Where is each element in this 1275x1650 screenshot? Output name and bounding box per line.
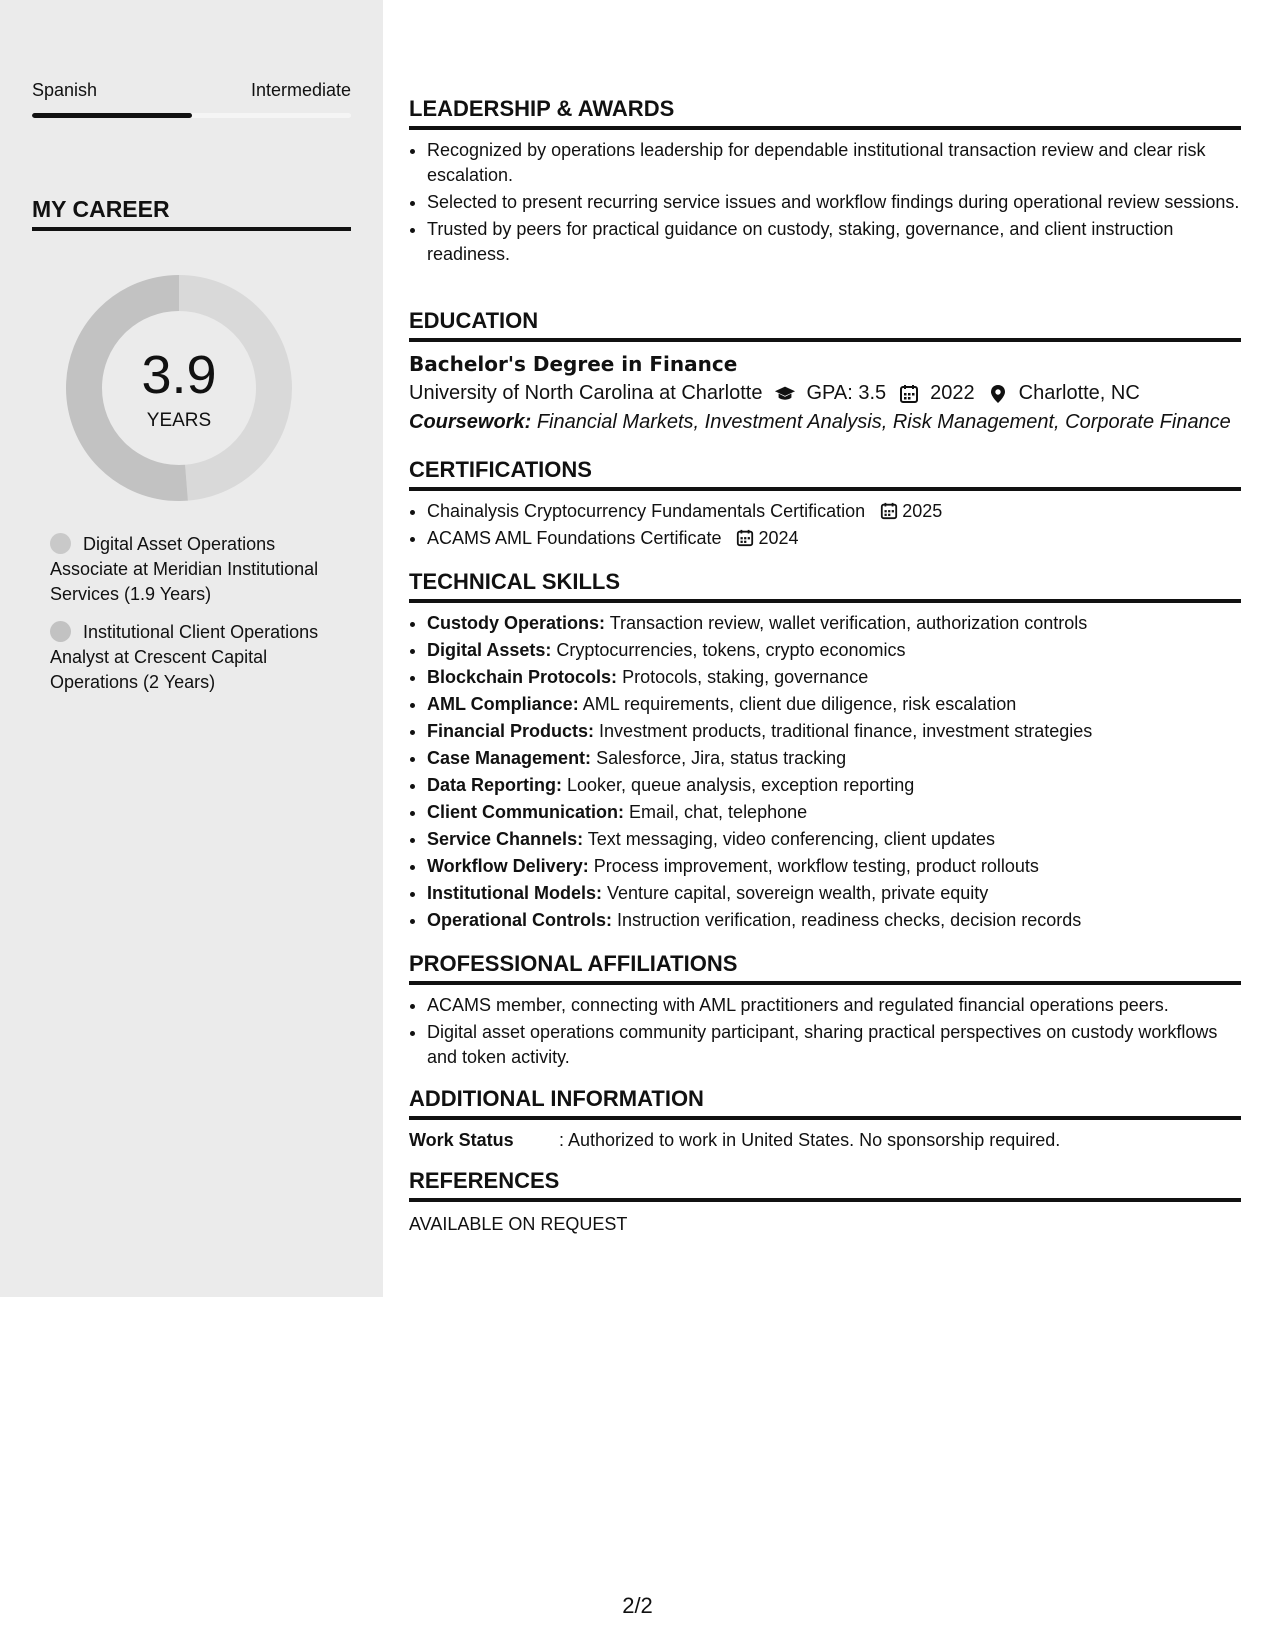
leadership-list bbox=[409, 138, 1241, 267]
skill-label: Operational Controls: bbox=[427, 910, 613, 930]
skill-item bbox=[427, 692, 1241, 717]
skill-value: Instruction verification, readiness checks, decision records bbox=[617, 910, 1082, 930]
skill-item bbox=[427, 611, 1241, 636]
section-title: REFERENCES bbox=[409, 1168, 1241, 1202]
skill-item bbox=[427, 746, 1241, 771]
career-item-text: Institutional Client Operations Analyst at Crescent Capital Operations (2 Years) bbox=[50, 622, 319, 692]
section-title: EDUCATION bbox=[409, 308, 1241, 342]
skill-item bbox=[427, 773, 1241, 798]
language-proficiency-fill bbox=[32, 113, 192, 118]
skills-section bbox=[409, 569, 1241, 935]
skill-label: Service Channels: bbox=[427, 829, 584, 849]
skill-value: Salesforce, Jira, status tracking bbox=[596, 748, 847, 768]
skill-item bbox=[427, 908, 1241, 933]
skill-item bbox=[427, 719, 1241, 744]
sidebar bbox=[0, 0, 383, 1297]
work-status-label: Work Status bbox=[409, 1130, 514, 1150]
skill-label: Case Management: bbox=[427, 748, 592, 768]
skill-item bbox=[427, 665, 1241, 690]
skill-value: Text messaging, video conferencing, client updates bbox=[587, 829, 996, 849]
language-level: Intermediate bbox=[250, 80, 351, 100]
affiliations-list bbox=[409, 993, 1241, 1070]
list-item bbox=[427, 526, 1241, 551]
calendar-icon bbox=[736, 529, 754, 547]
certification-year: 2025 bbox=[902, 501, 943, 521]
skill-label: Financial Products: bbox=[427, 721, 595, 741]
certifications-section bbox=[409, 457, 1241, 553]
coursework-text: Financial Markets, Investment Analysis, Risk Management, Corporate Finance bbox=[536, 411, 1231, 433]
skill-label: Client Communication: bbox=[427, 802, 624, 822]
certification-name: ACAMS AML Foundations Certificate bbox=[427, 528, 722, 548]
skill-value: Transaction review, wallet verification, authorization controls bbox=[609, 613, 1088, 633]
career-item bbox=[50, 532, 350, 607]
career-item bbox=[50, 620, 350, 695]
certification-name: Chainalysis Cryptocurrency Fundamentals Certification bbox=[427, 501, 866, 521]
skill-value: Email, chat, telephone bbox=[629, 802, 808, 822]
skill-value: Looker, queue analysis, exception reporting bbox=[567, 775, 915, 795]
education-details bbox=[409, 382, 1241, 405]
list-item: • Recognized by operations leadership for dependable institutional transaction review and clear risk escalation. bbox=[427, 138, 1241, 188]
section-title: CERTIFICATIONS bbox=[409, 457, 1241, 491]
list-item: • Selected to present recurring service issues and workflow findings during operational review sessions. bbox=[427, 190, 1241, 215]
leadership-section bbox=[409, 96, 1241, 269]
calendar-icon bbox=[880, 502, 898, 520]
work-status-row bbox=[409, 1130, 1241, 1151]
affiliations-section bbox=[409, 951, 1241, 1072]
education-section bbox=[409, 308, 1241, 434]
skill-label: Blockchain Protocols: bbox=[427, 667, 618, 687]
references-text: AVAILABLE ON REQUEST bbox=[409, 1214, 628, 1234]
list-item bbox=[427, 499, 1241, 524]
skill-value: Protocols, staking, governance bbox=[622, 667, 869, 687]
location: Charlotte, NC bbox=[1018, 382, 1140, 404]
list-item: • Trusted by peers for practical guidance on custody, staking, governance, and client instruction readiness. bbox=[427, 217, 1241, 267]
list-item: • ACAMS member, connecting with AML practitioners and regulated financial operations peers. bbox=[427, 993, 1241, 1018]
certification-year: 2024 bbox=[758, 528, 799, 548]
skill-item bbox=[427, 638, 1241, 663]
coursework-label: Coursework: bbox=[409, 411, 532, 433]
location-pin-icon bbox=[987, 384, 1009, 404]
skill-label: Custody Operations: bbox=[427, 613, 606, 633]
skill-label: Data Reporting: bbox=[427, 775, 562, 795]
career-dot bbox=[50, 533, 71, 554]
calendar-icon bbox=[898, 384, 920, 404]
certifications-list bbox=[409, 499, 1241, 551]
skill-label: Workflow Delivery: bbox=[427, 856, 589, 876]
skill-item bbox=[427, 800, 1241, 825]
career-title: MY CAREER bbox=[32, 196, 351, 231]
coursework bbox=[409, 411, 1241, 434]
section-title: PROFESSIONAL AFFILIATIONS bbox=[409, 951, 1241, 985]
skill-item bbox=[427, 827, 1241, 852]
gpa: GPA: 3.5 bbox=[806, 382, 887, 404]
skill-value: Investment products, traditional finance, investment strategies bbox=[599, 721, 1093, 741]
career-total-value: 3.9 bbox=[141, 345, 217, 405]
graduation-year: 2022 bbox=[930, 382, 975, 404]
language-name: Spanish bbox=[32, 80, 98, 100]
additional-info-section bbox=[409, 1086, 1241, 1151]
section-title: LEADERSHIP & AWARDS bbox=[409, 96, 1241, 130]
skill-value: Venture capital, sovereign wealth, private equity bbox=[607, 883, 989, 903]
career-total-unit: YEARS bbox=[146, 410, 212, 431]
degree: Bachelor's Degree in Finance bbox=[409, 352, 738, 376]
skill-label: Institutional Models: bbox=[427, 883, 602, 903]
skills-list bbox=[409, 611, 1241, 933]
career-dot bbox=[50, 621, 71, 642]
page-number: 2/2 bbox=[622, 1593, 653, 1618]
school: University of North Carolina at Charlotte bbox=[409, 382, 763, 404]
graduation-cap-icon bbox=[774, 384, 796, 404]
skill-value: Cryptocurrencies, tokens, crypto economics bbox=[556, 640, 906, 660]
section-title: TECHNICAL SKILLS bbox=[409, 569, 1241, 603]
career-item-text: Digital Asset Operations Associate at Meridian Institutional Services (1.9 Years) bbox=[50, 534, 319, 604]
list-item: • Digital asset operations community participant, sharing practical perspectives on custody workflows and token activity. bbox=[427, 1020, 1241, 1070]
skill-label: AML Compliance: bbox=[427, 694, 579, 714]
section-title: ADDITIONAL INFORMATION bbox=[409, 1086, 1241, 1120]
skill-label: Digital Assets: bbox=[427, 640, 552, 660]
language-row bbox=[32, 80, 351, 101]
skill-item bbox=[427, 881, 1241, 906]
skill-value: Process improvement, workflow testing, product rollouts bbox=[593, 856, 1039, 876]
skill-item bbox=[427, 854, 1241, 879]
work-status-value: : Authorized to work in United States. No sponsorship required. bbox=[559, 1130, 1061, 1150]
skill-value: AML requirements, client due diligence, risk escalation bbox=[582, 694, 1017, 714]
references-section bbox=[409, 1168, 1241, 1235]
language-proficiency-bar bbox=[32, 113, 351, 118]
